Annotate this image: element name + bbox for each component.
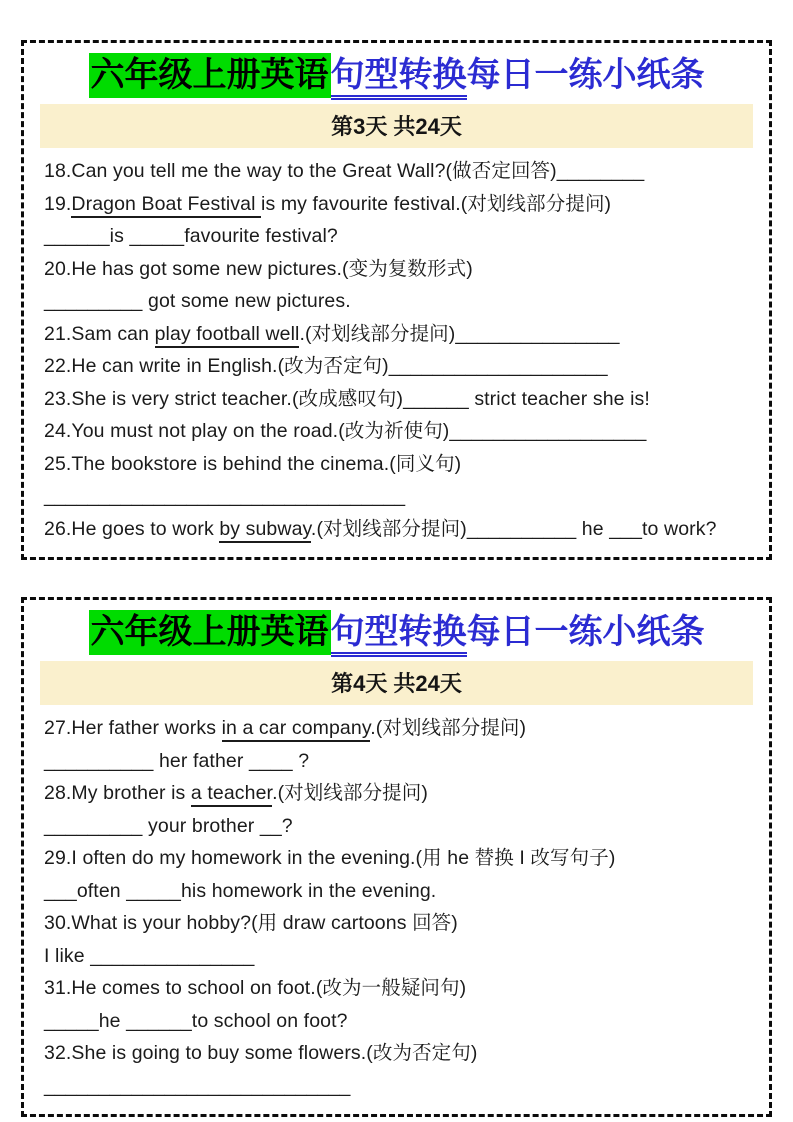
text-segment: 24.You must not play on the road.(改为祈使句)__________________: [44, 420, 647, 442]
title-double-underlined-text: 句型转换: [331, 56, 467, 100]
text-segment: 29.I often do my homework in the evening.(用 he 替换 I 改写句子): [44, 847, 616, 869]
text-segment: .(对划线部分提问): [370, 717, 527, 739]
question-list: [40, 710, 753, 1102]
underlined-phrase: by subway: [219, 518, 311, 543]
text-segment: ___often _____his homework in the evening.: [44, 879, 437, 902]
worksheet-title: [40, 609, 753, 656]
question-line: [44, 712, 751, 745]
question-line: [44, 318, 751, 351]
text-segment: 32.She is going to buy some flowers.(改为否定句): [44, 1042, 478, 1064]
text-segment: 19.: [44, 192, 72, 215]
text-segment: 31.He comes to school on foot.(改为一般疑问句): [44, 977, 467, 999]
text-segment: 28.My brother is: [44, 782, 191, 804]
day-banner: 第3天 共24天: [40, 104, 753, 148]
worksheet-card-day4: [21, 597, 772, 1117]
underlined-phrase: play football well: [155, 323, 300, 348]
text-segment: .(对划线部分提问)__________ he ___to work?: [310, 517, 717, 540]
question-line: [44, 415, 751, 448]
text-segment: 30.What is your hobby?(用 draw cartoons 回答): [44, 912, 458, 934]
text-segment: 22.He can write in English.(改为否定句)____________________: [44, 355, 608, 377]
title-highlighted-text: 六年级上册英语: [89, 610, 331, 655]
text-segment: _____he ______to school on foot?: [44, 1009, 348, 1032]
question-line: [44, 350, 751, 383]
question-line: [44, 810, 751, 843]
title-rest-text: 每日一练小纸条: [466, 56, 705, 94]
text-segment: __________ her father ____ ?: [44, 749, 310, 772]
question-line: [44, 842, 751, 875]
question-line: [44, 188, 751, 221]
question-line: [44, 155, 751, 188]
text-segment: 23.She is very strict teacher.(改成感叹句)______ strict teacher she is!: [44, 387, 650, 410]
question-line: [44, 745, 751, 778]
question-line: [44, 285, 751, 318]
text-segment: 18.Can you tell me the way to the Great Wall?(做否定回答)________: [44, 160, 645, 182]
text-segment: ____________________________: [44, 1074, 351, 1097]
text-segment: 26.He goes to work: [44, 517, 220, 540]
text-segment: _________ got some new pictures.: [44, 290, 351, 312]
text-segment: .(对划线部分提问): [272, 782, 428, 804]
question-list: [40, 153, 753, 545]
question-line: [44, 777, 751, 810]
text-segment: _________________________________: [44, 485, 406, 507]
question-line: [44, 253, 751, 286]
text-segment: is my favourite festival.(对划线部分提问): [261, 192, 612, 215]
question-line: [44, 907, 751, 940]
question-line: [44, 875, 751, 908]
worksheet-title: [40, 52, 753, 99]
question-line: [44, 1005, 751, 1038]
underlined-phrase: in a car company: [222, 717, 371, 742]
question-line: [44, 1037, 751, 1070]
worksheet-card-day3: [21, 40, 772, 560]
text-segment: 25.The bookstore is behind the cinema.(同义句): [44, 452, 462, 475]
question-line: [44, 972, 751, 1005]
text-segment: .(对划线部分提问)_______________: [299, 322, 620, 345]
text-segment: 20.He has got some new pictures.(变为复数形式): [44, 257, 473, 280]
underlined-phrase: a teacher: [191, 782, 272, 807]
text-segment: I like _______________: [44, 944, 255, 967]
title-rest-text: 每日一练小纸条: [466, 613, 705, 651]
question-line: [44, 1070, 751, 1103]
question-line: [44, 383, 751, 416]
underlined-phrase: Dragon Boat Festival: [71, 193, 261, 218]
text-segment: 21.Sam can: [44, 322, 155, 345]
question-line: [44, 220, 751, 253]
question-line: [44, 940, 751, 973]
text-segment: 27.Her father works: [44, 717, 222, 739]
text-segment: ______is _____favourite festival?: [44, 225, 338, 247]
question-line: [44, 480, 751, 513]
question-line: [44, 513, 751, 546]
title-highlighted-text: 六年级上册英语: [89, 53, 331, 98]
day-banner: 第4天 共24天: [40, 661, 753, 705]
title-double-underlined-text: 句型转换: [331, 613, 467, 657]
text-segment: _________ your brother __?: [44, 814, 293, 837]
question-line: [44, 448, 751, 481]
